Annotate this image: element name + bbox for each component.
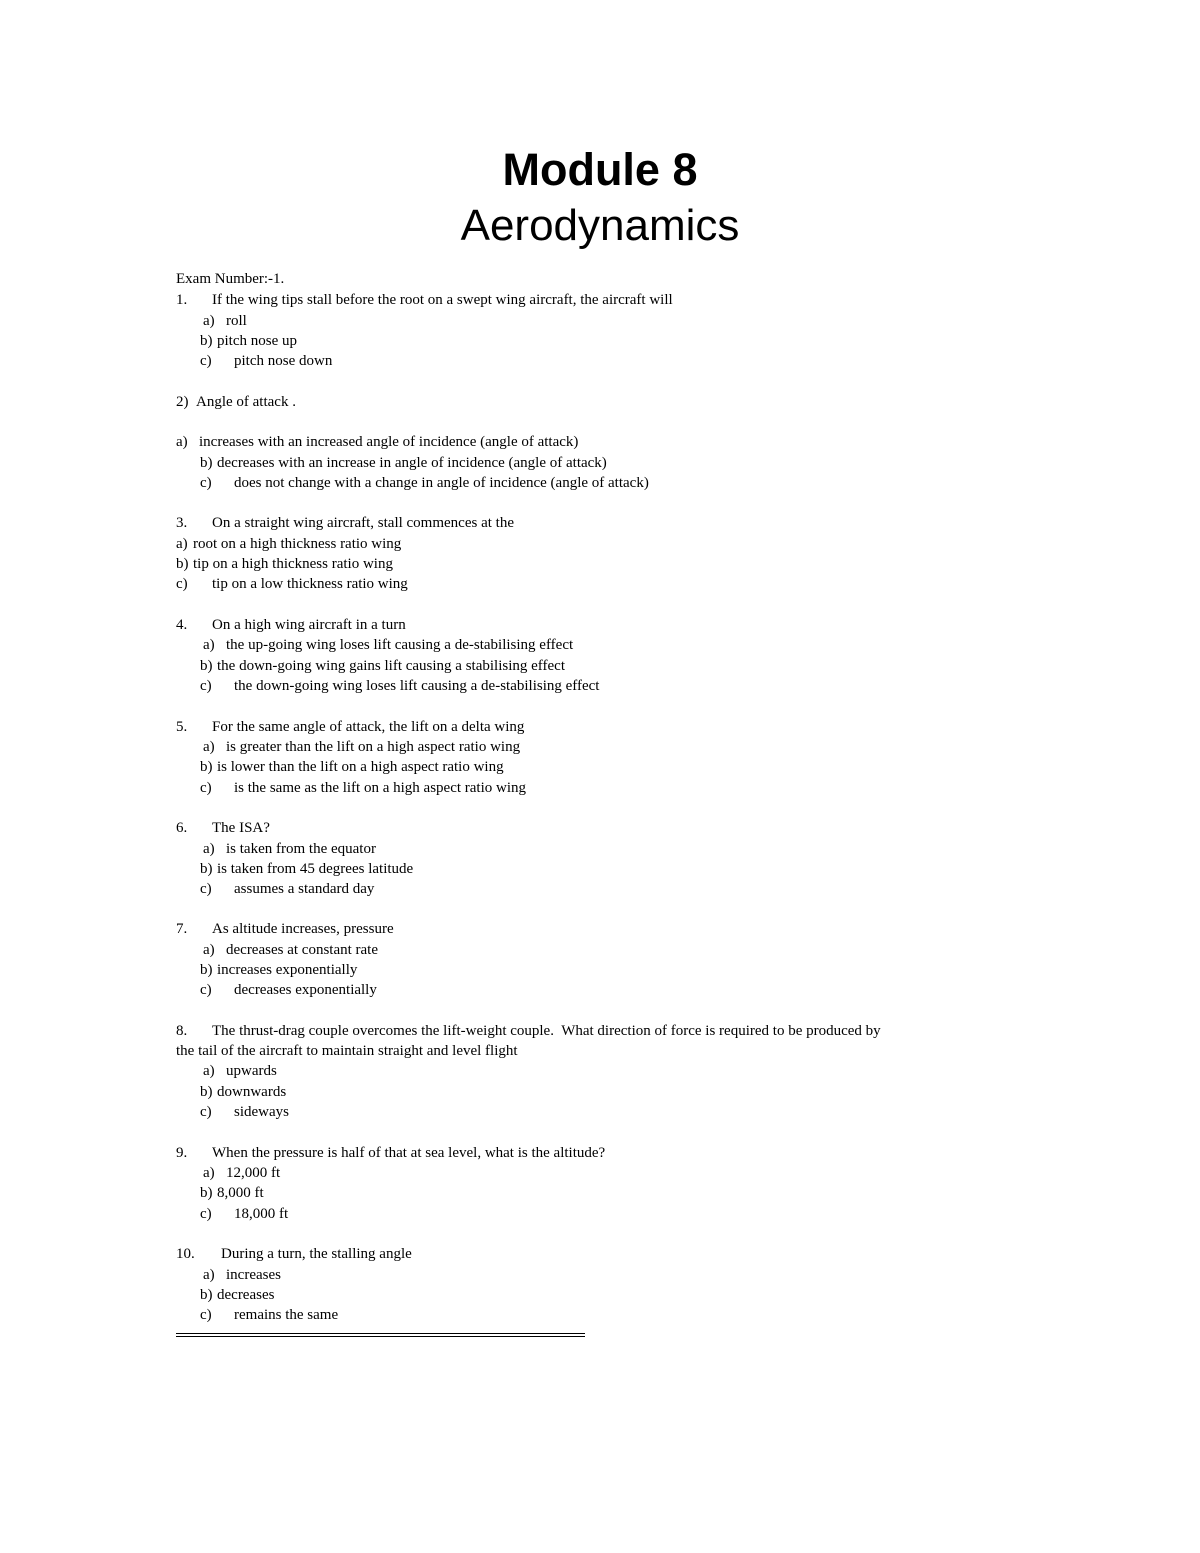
option-letter: c)	[200, 982, 212, 998]
option-text: is taken from the equator	[226, 841, 376, 857]
option-text: remains the same	[234, 1307, 339, 1323]
option-text: upwards	[226, 1063, 277, 1079]
option-letter: a)	[203, 841, 215, 857]
option-text: tip on a low thickness ratio wing	[212, 576, 408, 592]
option-letter: c)	[200, 1206, 212, 1222]
option-letter: a)	[203, 1267, 215, 1283]
option-text: 8,000 ft	[217, 1185, 264, 1201]
question-text: On a straight wing aircraft, stall commences at the	[212, 515, 514, 531]
option-letter: c)	[200, 1307, 212, 1323]
exam-number: Exam Number:-1.	[176, 271, 285, 287]
option-text: decreases exponentially	[234, 982, 377, 998]
option-text: assumes a standard day	[234, 881, 375, 897]
question-number: 3.	[176, 515, 188, 531]
option-text: decreases with an increase in angle of incidence (angle of attack)	[217, 455, 607, 471]
option-letter: a)	[203, 1165, 215, 1181]
option-text: is greater than the lift on a high aspect ratio wing	[226, 739, 521, 755]
question-number: 7.	[176, 921, 188, 937]
option-letter: a)	[203, 313, 215, 329]
option-letter: b)	[200, 759, 213, 775]
option-text: root on a high thickness ratio wing	[193, 536, 402, 552]
option-letter: c)	[200, 353, 212, 369]
option-letter: c)	[200, 1104, 212, 1120]
option-text: increases	[226, 1267, 281, 1283]
option-letter: b)	[200, 333, 213, 349]
question-number: 8.	[176, 1023, 188, 1039]
page-subtitle: Aerodynamics	[460, 201, 740, 250]
option-letter: b)	[200, 861, 213, 877]
question-number: 1.	[176, 292, 188, 308]
option-letter: a)	[203, 637, 215, 653]
question-text-continued: the tail of the aircraft to maintain straight and level flight	[176, 1043, 518, 1059]
question-text: As altitude increases, pressure	[212, 921, 394, 937]
option-letter: c)	[200, 780, 212, 796]
question-text: The ISA?	[212, 820, 270, 836]
question-number: 10.	[176, 1246, 195, 1262]
option-text: increases exponentially	[217, 962, 358, 978]
option-letter: b)	[200, 1084, 213, 1100]
option-text: the down-going wing gains lift causing a stabilising effect	[217, 658, 565, 674]
option-text: sideways	[234, 1104, 289, 1120]
option-letter: c)	[176, 576, 188, 592]
option-letter: b)	[200, 455, 213, 471]
option-text: is lower than the lift on a high aspect ratio wing	[217, 759, 504, 775]
page-title: Module 8	[502, 144, 698, 195]
option-letter: b)	[176, 556, 189, 572]
option-text: does not change with a change in angle of incidence (angle of attack)	[234, 475, 649, 491]
option-letter: b)	[200, 1185, 213, 1201]
option-letter: b)	[200, 962, 213, 978]
option-text: is taken from 45 degrees latitude	[217, 861, 414, 877]
option-letter: a)	[176, 536, 188, 552]
option-letter: b)	[200, 1287, 213, 1303]
option-letter: b)	[200, 658, 213, 674]
option-text: pitch nose down	[234, 353, 333, 369]
option-text: pitch nose up	[217, 333, 297, 349]
question-text: For the same angle of attack, the lift on a delta wing	[212, 719, 525, 735]
option-letter: a)	[203, 739, 215, 755]
question-text: During a turn, the stalling angle	[221, 1246, 412, 1262]
option-letter: c)	[200, 475, 212, 491]
question-text: If the wing tips stall before the root on a swept wing aircraft, the aircraft will	[212, 292, 673, 308]
option-text: the down-going wing loses lift causing a de-stabilising effect	[234, 678, 600, 694]
option-letter: c)	[200, 881, 212, 897]
option-text: decreases	[217, 1287, 275, 1303]
option-letter: c)	[200, 678, 212, 694]
question-text: Angle of attack .	[196, 394, 296, 410]
question-number: 9.	[176, 1145, 188, 1161]
question-number: 4.	[176, 617, 188, 633]
option-text: 12,000 ft	[226, 1165, 281, 1181]
option-text: downwards	[217, 1084, 287, 1100]
question-number: 2)	[176, 394, 189, 410]
option-letter: a)	[176, 434, 188, 450]
option-letter: a)	[203, 942, 215, 958]
option-text: decreases at constant rate	[226, 942, 378, 958]
option-text: roll	[226, 313, 247, 329]
option-text: is the same as the lift on a high aspect ratio wing	[234, 780, 527, 796]
question-number: 5.	[176, 719, 188, 735]
option-text: increases with an increased angle of incidence (angle of attack)	[199, 434, 579, 450]
option-text: the up-going wing loses lift causing a de-stabilising effect	[226, 637, 574, 653]
question-number: 6.	[176, 820, 188, 836]
option-text: 18,000 ft	[234, 1206, 289, 1222]
option-text: tip on a high thickness ratio wing	[193, 556, 393, 572]
question-text: On a high wing aircraft in a turn	[212, 617, 406, 633]
double-rule-divider	[176, 1333, 585, 1337]
question-text: The thrust-drag couple overcomes the lift-weight couple. What direction of force is required to be produced by	[212, 1023, 881, 1039]
option-letter: a)	[203, 1063, 215, 1079]
question-text: When the pressure is half of that at sea level, what is the altitude?	[212, 1145, 606, 1161]
